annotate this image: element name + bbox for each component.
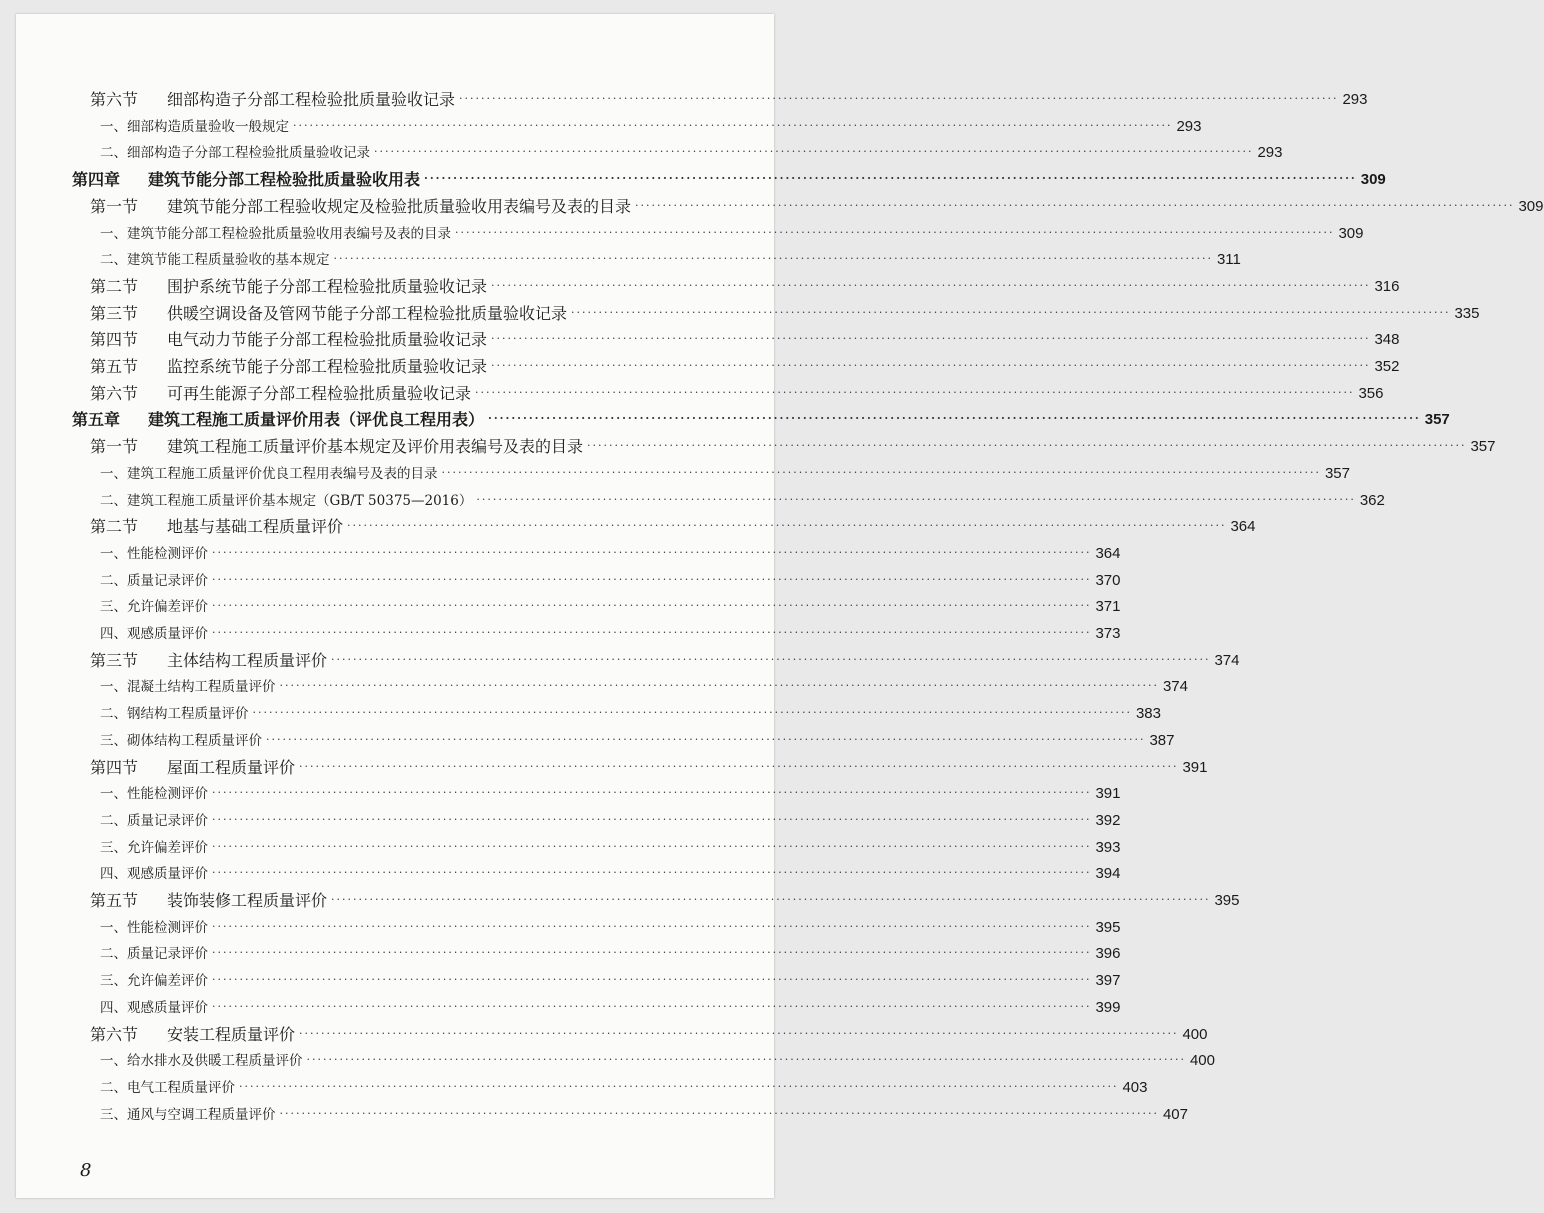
toc-entry-title: 围护系统节能子分部工程检验批质量验收记录	[167, 276, 488, 296]
toc-entry-title: 监控系统节能子分部工程检验批质量验收记录	[167, 357, 488, 376]
toc-entry-number: 第三节	[90, 650, 139, 670]
toc-section-row	[90, 1021, 1208, 1045]
toc-entry-page: 309	[1338, 224, 1364, 242]
toc-entry-title: 二、细部构造子分部工程检验批质量验收记录	[100, 145, 370, 162]
dot-leader: ································································································································································	[476, 492, 1356, 506]
toc-item-row	[100, 540, 1121, 564]
toc-entry-label	[100, 143, 370, 163]
toc-entry-label	[100, 1051, 303, 1071]
toc-entry-number: 第四节	[90, 757, 139, 777]
toc-entry-title: 二、质量记录评价	[100, 946, 208, 963]
toc-section-row	[90, 193, 1544, 217]
dot-leader: ································································································································································	[212, 839, 1092, 853]
toc-item-row	[100, 727, 1175, 751]
dot-leader: ································································································································································	[266, 732, 1146, 746]
toc-entry-label	[90, 304, 567, 324]
toc-entry-number: 第三节	[90, 303, 139, 323]
toc-entry-label	[72, 170, 420, 190]
toc-section-row	[90, 300, 1480, 324]
toc-section-row	[90, 326, 1400, 350]
dot-leader: ································································································································································	[571, 305, 1451, 319]
toc-entry-label	[90, 1025, 295, 1045]
toc-entry-number: 第六节	[90, 1024, 139, 1044]
toc-entry-number: 第一节	[90, 196, 139, 216]
toc-entry-label	[100, 704, 249, 724]
toc-entry-page: 392	[1095, 811, 1121, 829]
dot-leader: ································································································································································	[212, 866, 1092, 880]
toc-item-row	[100, 700, 1161, 724]
dot-leader: ································································································································································	[299, 759, 1179, 773]
dot-leader: ································································································································································	[347, 519, 1227, 533]
toc-entry-title: 三、允许偏差评价	[100, 973, 208, 990]
toc-entry-label	[100, 971, 208, 991]
toc-entry-page: 335	[1454, 304, 1480, 322]
toc-entry-page: 374	[1162, 678, 1188, 696]
toc-entry-title: 屋面工程质量评价	[167, 757, 296, 777]
toc-entry-title: 三、允许偏差评价	[100, 839, 208, 856]
toc-section-row	[90, 647, 1240, 671]
dot-leader: ································································································································································	[491, 332, 1371, 346]
toc-entry-label	[90, 357, 487, 377]
toc-item-row	[100, 460, 1350, 484]
dot-leader: ································································································································································	[455, 225, 1335, 239]
toc-entry-title: 二、质量记录评价	[100, 812, 208, 829]
dot-leader: ································································································································································	[441, 465, 1321, 479]
toc-item-row	[100, 220, 1364, 244]
toc-entry-label	[100, 838, 208, 858]
toc-entry-label	[100, 491, 472, 511]
toc-entry-page: 395	[1214, 892, 1240, 909]
page-number: 8	[80, 1160, 92, 1181]
toc-entry-label	[100, 1078, 235, 1098]
toc-entry-label	[100, 677, 276, 697]
dot-leader: ································································································································································	[635, 198, 1515, 212]
toc-entry-number: 第六节	[90, 90, 139, 109]
toc-item-row	[100, 620, 1121, 644]
toc-entry-page: 357	[1470, 438, 1496, 456]
toc-entry-title: 二、质量记录评价	[100, 572, 208, 589]
toc-section-row	[90, 433, 1496, 457]
toc-entry-label	[100, 811, 208, 831]
toc-entry-label	[100, 224, 451, 244]
toc-entry-number: 第一节	[90, 437, 139, 457]
dot-leader: ································································································································································	[331, 652, 1211, 666]
toc-entry-page: 373	[1095, 625, 1121, 642]
toc-entry-page: 293	[1342, 91, 1368, 108]
toc-entry-title: 一、性能检测评价	[100, 786, 208, 803]
toc-entry-page: 394	[1095, 865, 1121, 883]
toc-chapter-row	[72, 166, 1386, 190]
dot-leader: ································································································································································	[587, 439, 1467, 453]
toc-entry-title: 二、建筑节能工程质量验收的基本规定	[100, 252, 330, 269]
toc-entry-label	[100, 571, 208, 591]
toc-entry-title: 一、给水排水及供暖工程质量评价	[100, 1053, 303, 1070]
dot-leader: ································································································································································	[424, 172, 1357, 186]
toc-entry-page: 387	[1149, 731, 1175, 749]
toc-item-row	[100, 139, 1283, 163]
toc-item-row	[100, 967, 1121, 991]
toc-entry-page: 400	[1182, 1025, 1208, 1043]
toc-entry-page: 407	[1162, 1105, 1188, 1123]
toc-entry-number: 第六节	[90, 383, 139, 403]
toc-entry-title: 一、混凝土结构工程质量评价	[100, 679, 276, 696]
toc-entry-page: 357	[1324, 464, 1350, 482]
dot-leader: ································································································································································	[212, 545, 1092, 559]
toc-section-row	[90, 353, 1400, 377]
toc-entry-page: 311	[1216, 251, 1241, 269]
toc-entry-label	[90, 651, 327, 671]
toc-entry-label	[100, 864, 208, 884]
toc-entry-label	[90, 90, 455, 110]
dot-leader: ································································································································································	[491, 278, 1371, 292]
toc-entry-page: 371	[1095, 598, 1121, 616]
toc-section-row	[90, 754, 1208, 778]
dot-leader: ································································································································································	[293, 118, 1173, 132]
toc-item-row	[100, 593, 1121, 617]
toc-section-row	[90, 513, 1256, 537]
toc-entry-page: 400	[1189, 1052, 1215, 1070]
toc-entry-page: 348	[1374, 331, 1400, 349]
toc-entry-title: 二、建筑工程施工质量评价基本规定（GB/T 50375—2016）	[100, 492, 473, 509]
toc-entry-label	[100, 784, 208, 804]
dot-leader: ································································································································································	[212, 919, 1092, 933]
toc-entry-page: 399	[1095, 998, 1121, 1016]
toc-entry-page: 403	[1122, 1078, 1148, 1096]
toc-entry-page: 309	[1360, 171, 1386, 189]
toc-entry-page: 352	[1374, 358, 1400, 375]
toc-chapter-row	[72, 406, 1450, 430]
toc-entry-label	[100, 731, 262, 751]
dot-leader: ································································································································································	[239, 1079, 1119, 1093]
toc-entry-title: 三、允许偏差评价	[100, 599, 208, 616]
toc-entry-label	[100, 117, 289, 137]
toc-entry-title: 一、建筑工程施工质量评价优良工程用表编号及表的目录	[100, 465, 438, 482]
toc-entry-page: 396	[1095, 945, 1121, 963]
toc-entry-page: 309	[1518, 197, 1544, 215]
toc-item-row	[100, 860, 1121, 884]
toc-entry-title: 建筑工程施工质量评价基本规定及评价用表编号及表的目录	[167, 437, 584, 457]
toc-item-row	[100, 807, 1121, 831]
toc-entry-page: 364	[1230, 518, 1256, 536]
dot-leader: ································································································································································	[488, 412, 1421, 426]
dot-leader: ································································································································································	[331, 893, 1211, 906]
toc-entry-title: 二、钢结构工程质量评价	[100, 706, 249, 723]
dot-leader: ································································································································································	[252, 706, 1132, 720]
toc-entry-page: 374	[1214, 651, 1240, 669]
toc-entry-page: 316	[1374, 277, 1400, 295]
toc-entry-title: 四、观感质量评价	[100, 626, 208, 642]
toc-entry-title: 可再生能源子分部工程检验批质量验收记录	[167, 383, 472, 403]
toc-entry-title: 四、观感质量评价	[100, 999, 208, 1016]
toc-entry-page: 391	[1095, 785, 1121, 803]
dot-leader: ································································································································································	[212, 626, 1092, 639]
dot-leader: ································································································································································	[212, 973, 1092, 987]
toc-entry-page: 383	[1135, 705, 1161, 723]
toc-entry-title: 三、通风与空调工程质量评价	[100, 1106, 276, 1123]
dot-leader: ································································································································································	[212, 999, 1092, 1013]
toc-entry-number: 第五章	[72, 410, 121, 430]
dot-leader: ································································································································································	[306, 1053, 1186, 1067]
toc-item-row	[100, 567, 1121, 591]
toc-entry-label	[100, 944, 208, 964]
dot-leader: ································································································································································	[212, 812, 1092, 826]
toc-entry-label	[100, 918, 208, 938]
toc-entry-label	[100, 597, 208, 617]
toc-entry-label	[90, 197, 631, 217]
dot-leader: ································································································································································	[279, 679, 1159, 693]
dot-leader: ································································································································································	[491, 359, 1371, 372]
dot-leader: ································································································································································	[333, 252, 1213, 266]
toc-entry-label	[90, 437, 583, 457]
toc-item-row	[100, 487, 1385, 511]
dot-leader: ································································································································································	[212, 572, 1092, 586]
toc-section-row	[90, 86, 1368, 110]
toc-entry-page: 395	[1095, 918, 1121, 936]
toc-entry-label	[100, 624, 208, 644]
dot-leader: ································································································································································	[299, 1026, 1179, 1040]
toc-item-row	[100, 1047, 1215, 1071]
dot-leader: ································································································································································	[279, 1106, 1159, 1120]
toc-entry-number: 第四节	[90, 330, 139, 350]
toc-item-row	[100, 940, 1121, 964]
toc-entry-page: 293	[1176, 117, 1202, 135]
toc-section-row	[90, 273, 1400, 297]
toc-entry-label	[90, 330, 487, 350]
dot-leader: ································································································································································	[212, 946, 1092, 960]
toc-entry-title: 装饰装修工程质量评价	[167, 891, 328, 910]
toc-entry-label	[100, 464, 438, 484]
dot-leader: ································································································································································	[212, 786, 1092, 800]
toc-entry-page: 393	[1095, 838, 1121, 856]
toc-entry-label	[100, 998, 208, 1018]
toc-entry-title: 细部构造子分部工程检验批质量验收记录	[167, 90, 456, 109]
toc-item-row	[100, 673, 1188, 697]
dot-leader: ································································································································································	[374, 145, 1254, 159]
toc-entry-title: 建筑工程施工质量评价用表（评优良工程用表）	[148, 410, 485, 430]
toc-entry-title: 三、砌体结构工程质量评价	[100, 732, 262, 749]
toc-entry-title: 一、建筑节能分部工程检验批质量验收用表编号及表的目录	[100, 225, 451, 242]
toc-section-row	[90, 380, 1384, 404]
toc-entry-label	[90, 517, 343, 537]
toc-item-row	[100, 834, 1121, 858]
toc-entry-number: 第五节	[90, 357, 139, 376]
toc-entry-page: 370	[1095, 571, 1121, 589]
toc-entry-title: 主体结构工程质量评价	[167, 650, 328, 670]
toc-entry-label	[100, 1105, 276, 1125]
toc-entry-title: 安装工程质量评价	[167, 1024, 296, 1044]
toc-entry-page: 391	[1182, 758, 1208, 776]
toc-item-row	[100, 1101, 1188, 1125]
toc-entry-title: 地基与基础工程质量评价	[167, 517, 344, 537]
toc-item-row	[100, 246, 1241, 270]
toc-entry-title: 一、性能检测评价	[100, 545, 208, 562]
toc-item-row	[100, 113, 1202, 137]
toc-entry-title: 建筑节能分部工程验收规定及检验批质量验收用表编号及表的目录	[167, 196, 632, 216]
toc-entry-label	[90, 384, 471, 404]
dot-leader: ································································································································································	[212, 599, 1092, 613]
toc-entry-page: 293	[1257, 144, 1283, 162]
toc-entry-number: 第四章	[72, 170, 121, 190]
toc-entry-title: 一、性能检测评价	[100, 919, 208, 936]
toc-entry-page: 364	[1095, 544, 1121, 562]
toc-item-row	[100, 780, 1121, 804]
toc-entry-label	[100, 250, 330, 270]
toc-item-row	[100, 994, 1121, 1018]
toc-entry-title: 建筑节能分部工程检验批质量验收用表	[148, 170, 421, 190]
toc-entry-title: 供暖空调设备及管网节能子分部工程检验批质量验收记录	[167, 303, 568, 323]
table-of-contents	[16, 14, 1544, 1198]
toc-entry-label	[90, 758, 295, 778]
document-page	[16, 14, 1544, 1198]
toc-section-row	[90, 887, 1240, 911]
toc-entry-page: 362	[1359, 491, 1385, 509]
toc-entry-number: 第二节	[90, 517, 139, 537]
toc-entry-title: 一、细部构造质量验收一般规定	[100, 118, 289, 135]
toc-entry-label	[90, 891, 327, 911]
toc-entry-title: 四、观感质量评价	[100, 866, 208, 883]
toc-entry-label	[90, 277, 487, 297]
toc-item-row	[100, 914, 1121, 938]
toc-entry-number: 第二节	[90, 276, 139, 296]
dot-leader: ································································································································································	[475, 385, 1355, 399]
toc-entry-title: 二、电气工程质量评价	[100, 1079, 235, 1096]
toc-entry-number: 第五节	[90, 891, 139, 910]
dot-leader: ································································································································································	[459, 92, 1339, 105]
toc-entry-page: 356	[1358, 384, 1384, 402]
toc-entry-page: 397	[1095, 972, 1121, 990]
toc-item-row	[100, 1074, 1148, 1098]
toc-entry-label	[72, 410, 484, 430]
toc-entry-label	[100, 544, 208, 564]
toc-entry-page: 357	[1424, 411, 1450, 429]
toc-entry-title: 电气动力节能子分部工程检验批质量验收记录	[167, 330, 488, 350]
